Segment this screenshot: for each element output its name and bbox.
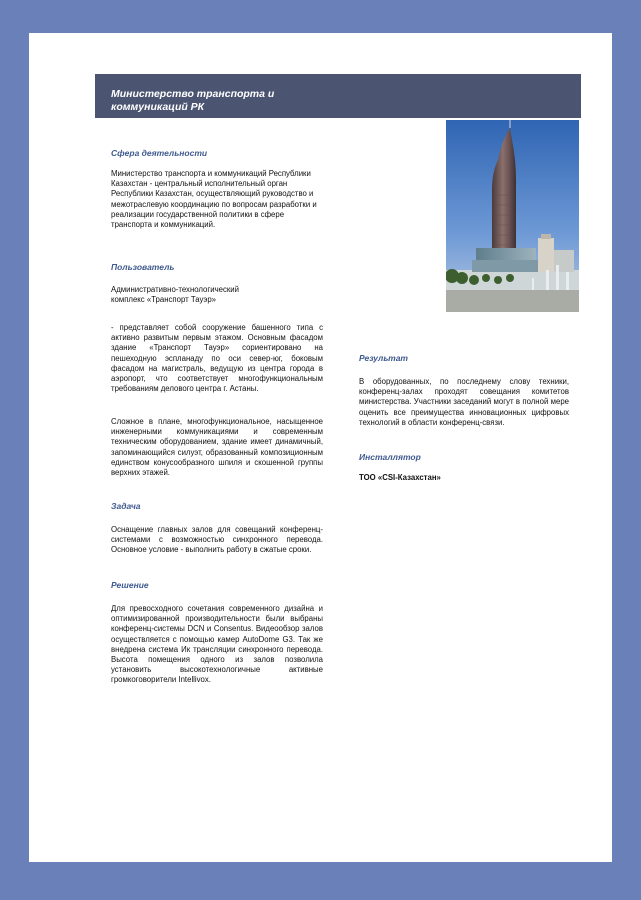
sphere-text: Министерство транспорта и коммуникаций Республики Казахстан - центральный исполнительный орган Республики Казахстан, осуществляющий руководство и межотраслевую координацию по вопросам разработки и реализации государственной политики в сфере транспорта и коммуникаций. (111, 169, 317, 230)
solution-heading: Решение (111, 580, 149, 590)
sphere-heading: Сфера деятельности (111, 148, 208, 158)
user-heading: Пользователь (111, 262, 175, 272)
user-text-2: Сложное в плане, многофункциональное, насыщенное инженерными коммуникациями и современным техническим оборудованием, здание имеет динамичный, запоминающийся силуэт, образованный композиционным единством конусообразного шпиля и скошенной группы верхних этажей. (111, 417, 323, 478)
tower-photo-icon (446, 120, 579, 312)
tower-photo (446, 120, 579, 312)
page-title: Министерство транспорта и коммуникаций РК (111, 88, 275, 113)
installer-name: ТОО «CSI-Казахстан» (359, 473, 441, 482)
brochure-page (29, 33, 612, 862)
task-heading: Задача (111, 501, 141, 511)
installer-heading: Инсталлятор (359, 452, 421, 462)
title-banner (95, 74, 581, 118)
task-text: Оснащение главных залов для совещаний конференц-системами с возможностью синхронного перевода. Основное условие - выполнить работу в сжатые сроки. (111, 525, 323, 555)
result-heading: Результат (359, 353, 408, 363)
solution-text: Для превосходного сочетания современного дизайна и оптимизированной производительности были выбраны конференц-системы DCN и Consentus. Видеообзор залов осуществляется с помощью камер AutoDome G3. Так же внедрена система Ик трансляции синхронного перевода. Высота помещения одного из залов позволила установить высокотехнологичные активные громкоговорители Intellivox. (111, 604, 323, 685)
user-name: Административно-технологический комплекс «Транспорт Тауэр» (111, 285, 240, 305)
result-text: В оборудованных, по последнему слову техники, конференц-залах проходят совещания комитетов министерства. Участники заседаний могут в полной мере оценить все преимущества инновационных цифровых технологий в области конференц-связи. (359, 377, 569, 427)
user-text-1: - представляет собой сооружение башенного типа с активно развитым первым этажом. Основным фасадом здание «Транспорт Тауэр» сориентировано на пешеходную эспланаду по оси север-юг, боковым фасадом на магистраль, ведущую из центра города в аэропорт, что соответствует многофункциональным требованиям делового центра г. Астаны. (111, 323, 323, 394)
